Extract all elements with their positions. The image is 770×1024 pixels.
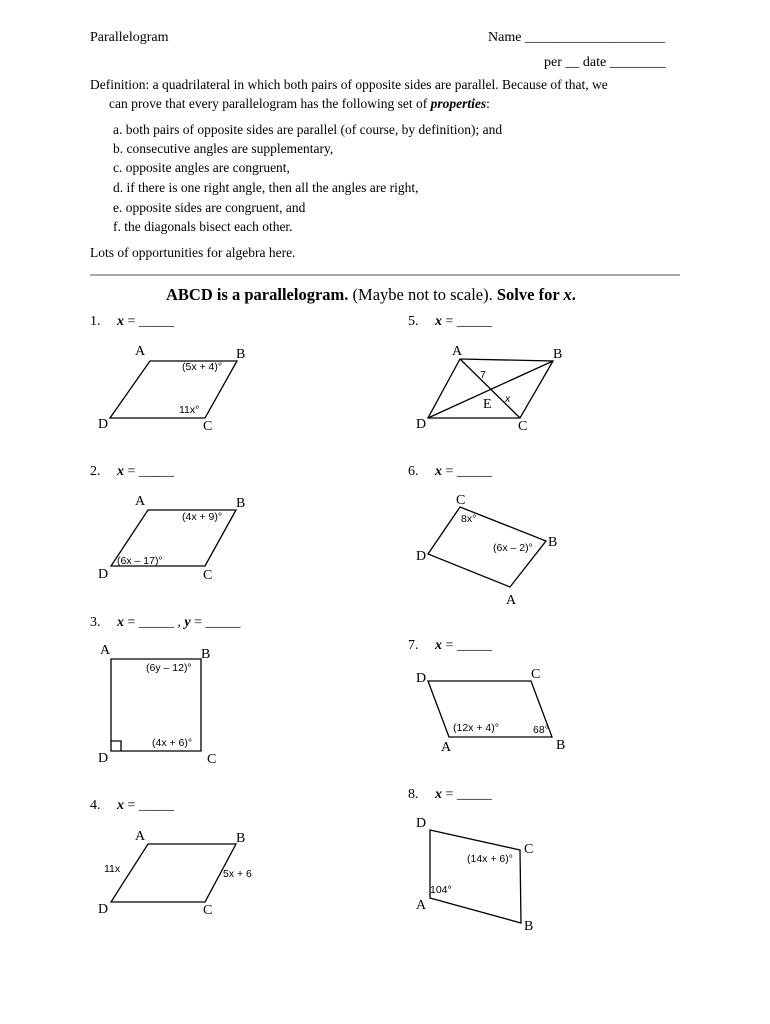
figure-6-vertex-a: A — [506, 593, 517, 608]
problem-5-prompt: 5. x = _____ — [408, 314, 492, 329]
problem-6-prompt: 6. x = _____ — [408, 464, 492, 479]
figure-4-side-bc: 5x + 6 — [223, 868, 252, 880]
figure-2-angle-b: (4x + 9)° — [182, 511, 223, 523]
property-e: e. opposite sides are congruent, and — [113, 200, 306, 215]
property-b: b. consecutive angles are supplementary, — [113, 141, 334, 156]
figure-3-vertex-c: C — [207, 752, 217, 767]
figure-6-angle-c: 8x° — [461, 513, 477, 525]
figure-8-angle-c: (14x + 6)° — [467, 853, 513, 865]
figure-6-vertex-b: B — [548, 535, 558, 550]
figure-4-side-ad: 11x — [104, 863, 121, 875]
definition-line-1: Definition: a quadrilateral in which both pairs of opposite sides are parallel. Because of that, we — [90, 77, 608, 92]
figure-5-vertex-b: B — [553, 347, 563, 362]
figure-5-point-e: E — [483, 397, 492, 412]
figure-8-vertex-b: B — [524, 919, 534, 934]
property-a: a. both pairs of opposite sides are parallel (of course, by definition); and — [113, 122, 503, 137]
figure-1-vertex-a: A — [135, 344, 146, 359]
per-date-field: per __ date ________ — [544, 55, 666, 70]
problem-1-prompt: 1. x = _____ — [90, 314, 174, 329]
definition-line-2: can prove that every parallelogram has the following set of properties: — [109, 96, 490, 111]
property-f: f. the diagonals bisect each other. — [113, 219, 293, 234]
figure-8-angle-a: 104° — [430, 884, 452, 896]
problem-8-prompt: 8. x = _____ — [408, 787, 492, 802]
figure-7-angle-a: (12x + 4)° — [453, 722, 499, 734]
figure-5-vertex-c: C — [518, 419, 528, 434]
figure-6-angle-b: (6x – 2)° — [493, 542, 533, 554]
figure-3-vertex-a: A — [100, 643, 111, 658]
figure-6-vertex-d: D — [416, 549, 427, 564]
problem-3-prompt: 3. x = _____ , y = _____ — [90, 615, 241, 630]
figure-5-vertex-d: D — [416, 417, 427, 432]
name-field: Name ____________________ — [488, 30, 665, 45]
problem-7-prompt: 7. x = _____ — [408, 638, 492, 653]
figure-8-parallelogram — [430, 830, 521, 923]
figure-2-vertex-c: C — [203, 568, 213, 583]
figure-8 — [416, 816, 533, 934]
figure-3-angle-d: (4x + 6)° — [152, 737, 193, 749]
problem-2-prompt: 2. x = _____ — [90, 464, 174, 479]
figure-3-vertex-d: D — [98, 751, 109, 766]
figure-1 — [98, 344, 245, 434]
figure-7-vertex-b: B — [556, 738, 566, 753]
figure-7-vertex-d: D — [416, 671, 427, 686]
figure-5-vertex-a: A — [452, 344, 463, 359]
figure-5-segment-ae: 7 — [480, 369, 486, 381]
problem-4-prompt: 4. x = _____ — [90, 798, 174, 813]
worksheet-title: Parallelogram — [90, 30, 169, 45]
figure-7-vertex-c: C — [531, 667, 541, 682]
figure-3-angle-b: (6y – 12)° — [146, 662, 192, 674]
figure-3-right-angle-mark — [111, 741, 121, 751]
figure-8-vertex-a: A — [416, 898, 427, 913]
figure-2-vertex-d: D — [98, 567, 109, 582]
figure-4-vertex-a: A — [135, 829, 146, 844]
section-title: ABCD is a parallelogram. (Maybe not to scale). Solve for x. — [166, 285, 576, 304]
figure-4-parallelogram — [111, 844, 236, 902]
closing-line: Lots of opportunities for algebra here. — [90, 245, 296, 260]
figure-1-vertex-b: B — [236, 347, 246, 362]
figure-4-vertex-d: D — [98, 902, 109, 917]
figure-8-vertex-c: C — [524, 842, 534, 857]
figure-2-vertex-b: B — [236, 496, 246, 511]
figure-1-angle-c: 11x° — [179, 404, 200, 416]
figure-5-segment-eb: x — [505, 393, 511, 405]
figure-2-vertex-a: A — [135, 494, 146, 509]
figure-2 — [98, 494, 245, 583]
figure-1-angle-b: (5x + 4)° — [182, 361, 223, 373]
property-c: c. opposite angles are congruent, — [113, 160, 290, 175]
figure-6-vertex-c: C — [456, 493, 466, 508]
figure-2-angle-d: (6x – 17)° — [117, 555, 163, 567]
figure-8-vertex-d: D — [416, 816, 427, 831]
figure-1-vertex-d: D — [98, 417, 109, 432]
figure-7 — [416, 667, 565, 755]
figure-7-vertex-a: A — [441, 740, 452, 755]
figure-5 — [416, 344, 562, 434]
figure-4 — [98, 829, 252, 918]
figure-1-vertex-c: C — [203, 419, 213, 434]
property-d: d. if there is one right angle, then all the angles are right, — [113, 180, 419, 195]
figure-7-angle-b: 68° — [533, 724, 549, 736]
figure-4-vertex-b: B — [236, 831, 246, 846]
figure-3-vertex-b: B — [201, 647, 211, 662]
figure-4-vertex-c: C — [203, 903, 213, 918]
figure-6 — [416, 493, 557, 608]
properties-emphasis: properties — [430, 96, 487, 111]
figure-3 — [98, 643, 216, 767]
